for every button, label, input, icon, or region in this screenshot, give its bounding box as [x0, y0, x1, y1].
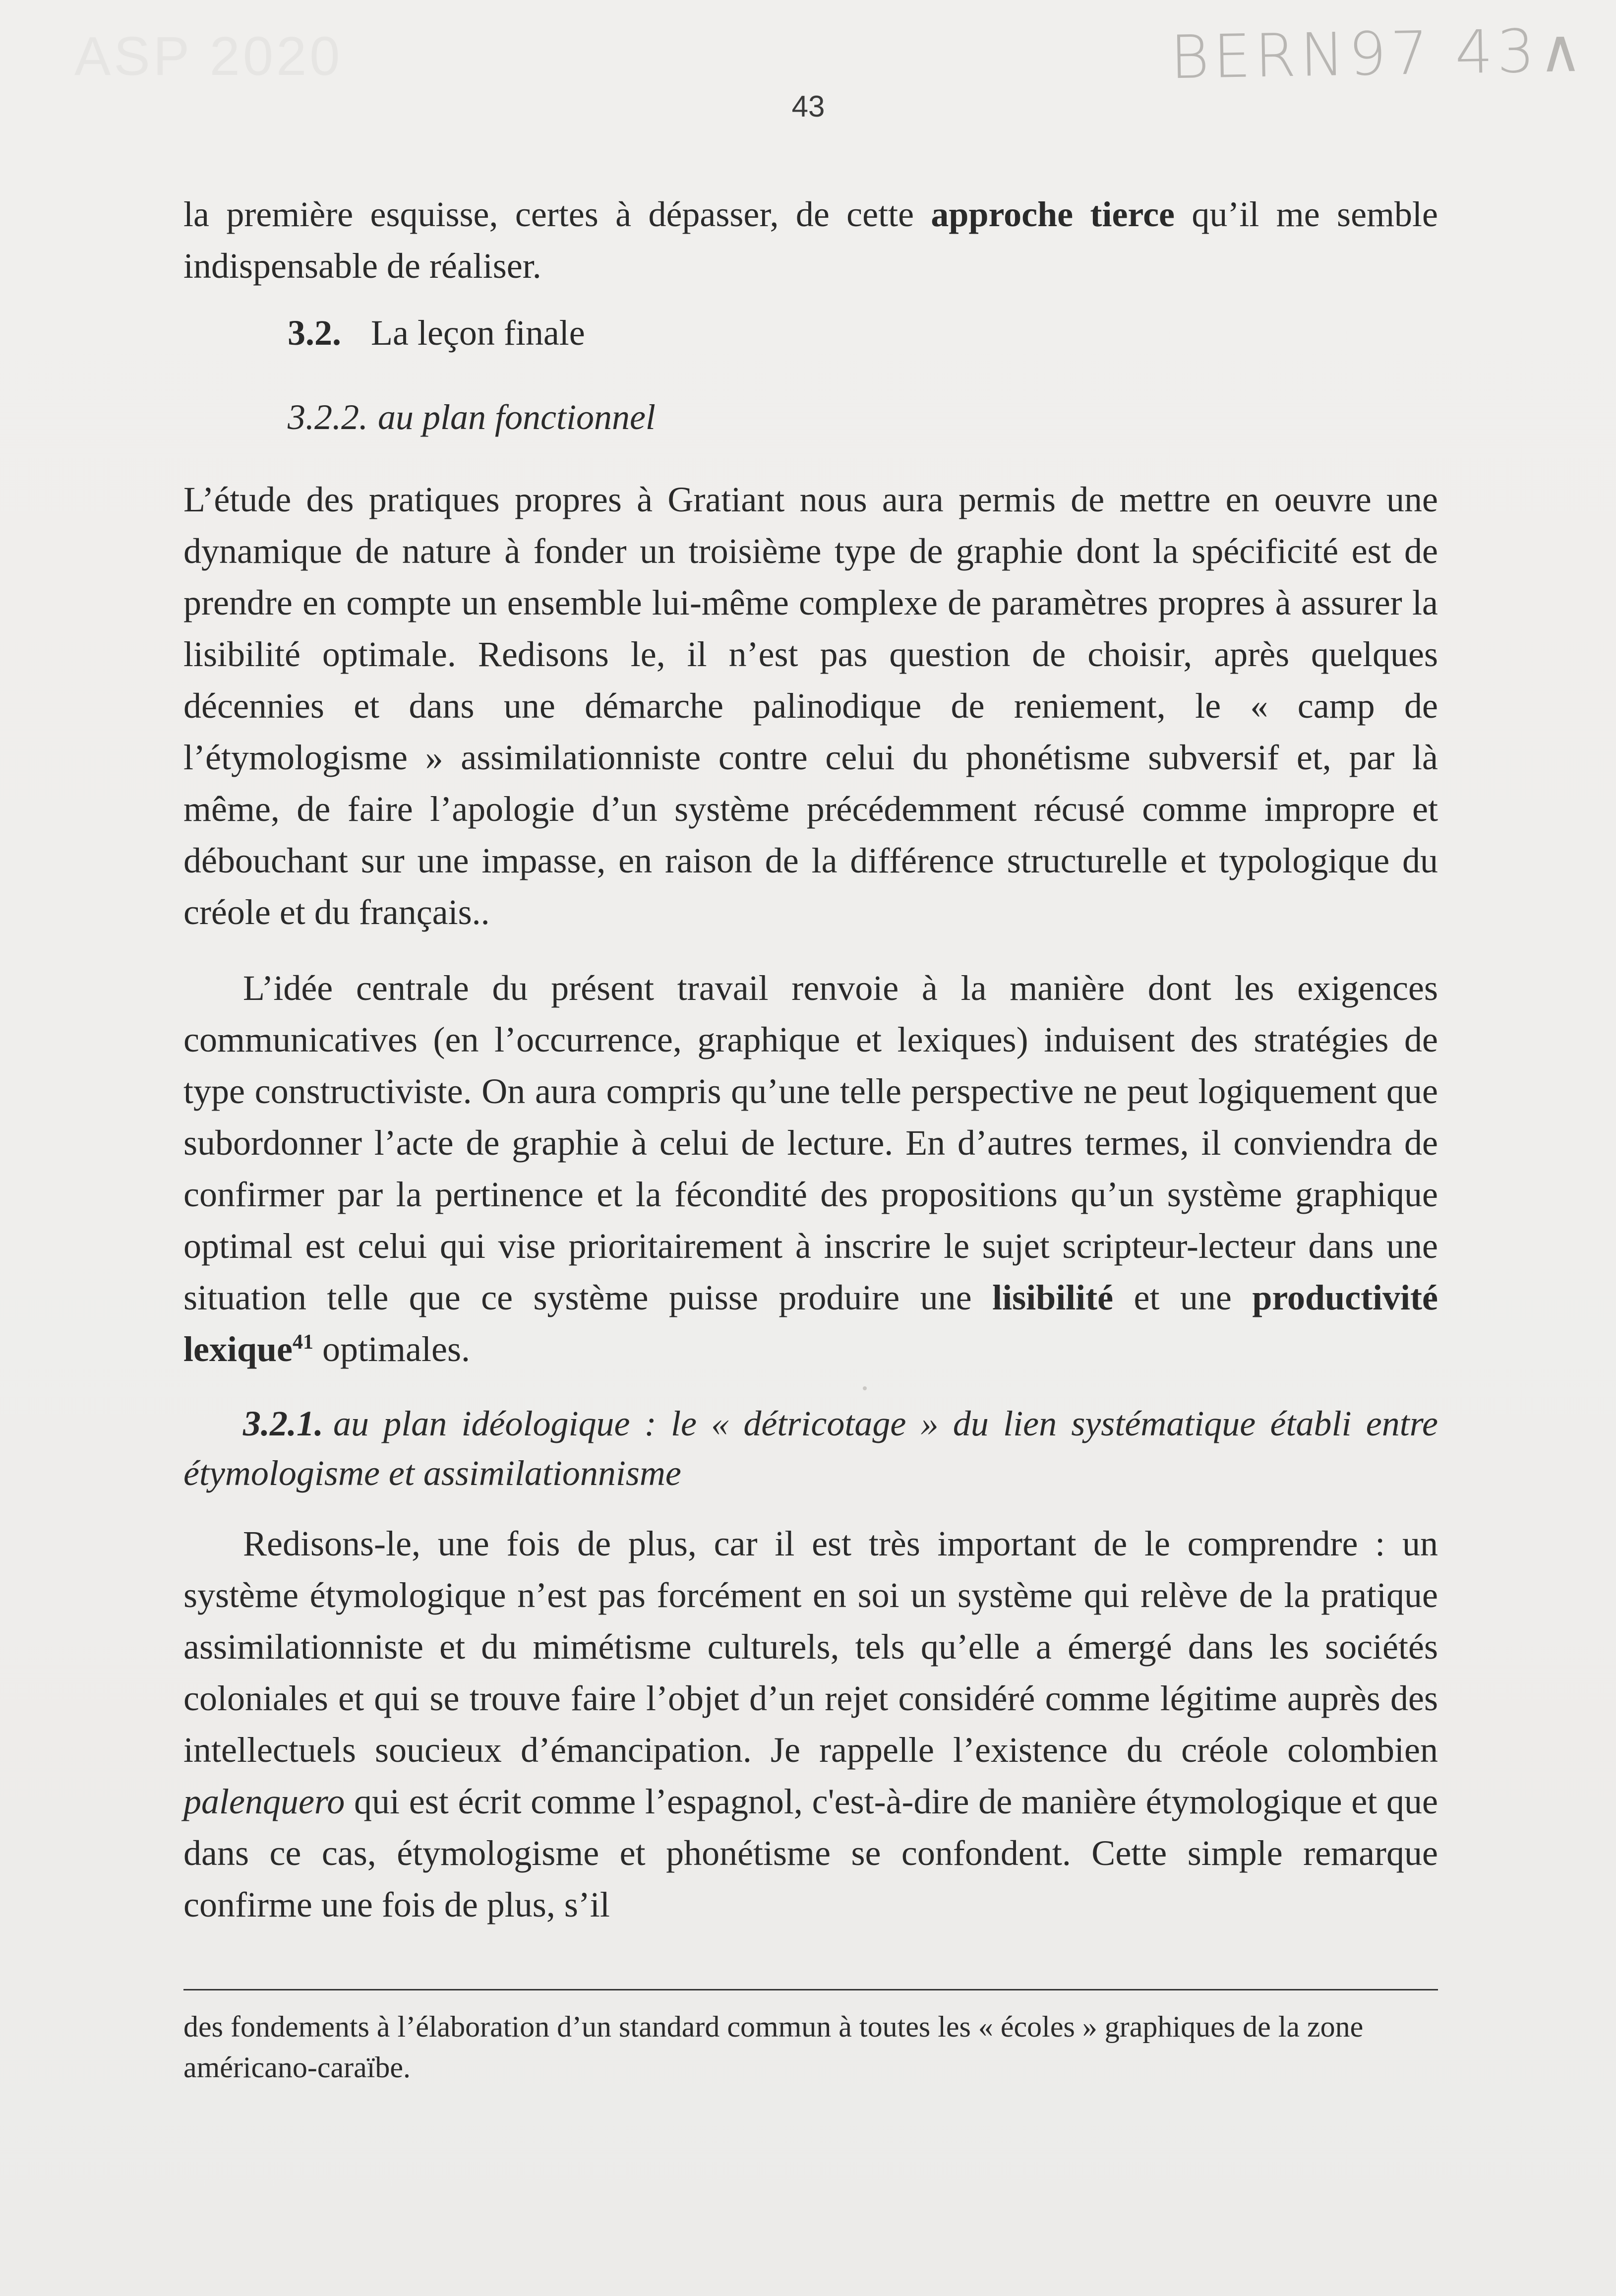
footnote-divider: [183, 1989, 1438, 1990]
paragraph-1-text-after: qu’il me semble indispensable de réaliser.: [183, 194, 1438, 286]
paragraph-4-text-before: Redisons-le, une fois de plus, car il est très important de le comprendre : un système étymologique n’est pas forcément en soi un système qui relève de la pratique assimilationniste et du mimétisme culturels, tels qu’elle a émergé dans les sociétés coloniales et qui se trouve faire l’objet d’un rejet considéré comme légitime auprès des intellectuels soucieux d’émancipation. Je rappelle l’existence du créole colombien: [183, 1524, 1438, 1770]
paragraph-1-bold: approche tierce: [931, 194, 1175, 234]
section-heading-3-2-1: [183, 1399, 1438, 1498]
paragraph-4-italic-palenquero: palenquero: [183, 1782, 345, 1821]
paragraph-3-text-middle: et une: [1113, 1278, 1253, 1317]
faded-stamp-text: ASP 2020: [74, 26, 343, 87]
paragraph-4: [183, 1518, 1438, 1930]
section-heading-3-2: [288, 312, 585, 354]
section-3-2-1-number: 3.2.1.: [243, 1404, 323, 1443]
section-3-2-2-title: au plan fonctionnel: [378, 397, 656, 437]
paragraph-2: L’étude des pratiques propres à Gratiant nous aura permis de mettre en oeuvre une dynamique de nature à fonder un troisième type de graphie dont la spécificité est de prendre en compte un ensemble lui-même complexe de paramètres propres à assurer la lisibilité optimale. Redisons le, il n’est pas question de choisir, après quelques décennies et dans une démarche palinodique de reniement, le « camp de l’étymologisme » assimilationniste contre celui du phonétisme subversif et, par là même, de faire l’apologie d’un système précédemment récusé comme impropre et débouchant sur une impasse, en raison de la différence structurelle et typologique du créole et du français..: [183, 480, 1438, 932]
paragraph-3-bold-lisibilite: lisibilité: [992, 1278, 1114, 1317]
section-3-2-number: 3.2.: [288, 313, 341, 353]
page-number: 43: [791, 90, 825, 123]
stray-dot-mark: [863, 1386, 867, 1390]
paragraph-3-text-before: L’idée centrale du présent travail renvoie à la manière dont les exigences communicatives (en l’occurrence, graphique et lexiques) induisent des stratégies de type constructiviste. On aura compris qu’une telle perspective ne peut logiquement que subordonner l’acte de graphie à celui de lecture. En d’autres termes, il conviendra de confirmer par la pertinence et la fécondité des propositions qu’un système graphique optimal est celui qui vise prioritairement à inscrire le sujet scripteur-lecteur dans une situation telle que ce système puisse produire une: [183, 968, 1438, 1317]
paragraph-4-text-after: qui est écrit comme l’espagnol, c'est-à-dire de manière étymologique et que dans ce cas, étymologisme et phonétisme se confondent. Cette simple remarque confirme une fois de plus, s’il: [183, 1782, 1438, 1924]
paragraph-3-text-after: optimales.: [313, 1329, 470, 1369]
section-3-2-title: La leçon finale: [371, 313, 585, 353]
section-heading-3-2-2: [288, 397, 656, 438]
paragraph-1-text-before: la première esquisse, certes à dépasser, de cette: [183, 194, 931, 234]
paragraph-3: [183, 962, 1438, 1375]
handwritten-archive-reference: BERN97 43∧: [1169, 16, 1587, 93]
paragraph-1: [183, 188, 1438, 292]
section-3-2-2-number: 3.2.2.: [288, 397, 368, 437]
footnote-text: des fondements à l’élaboration d’un standard commun à toutes les « écoles » graphiques de la zone américano-caraïbe.: [183, 2010, 1364, 2084]
section-3-2-1-title: au plan idéologique : le « détricotage » du lien systématique établi entre étymologisme et assimilationnisme: [183, 1404, 1438, 1493]
paragraph-3-bold-productivite: productivité lexique: [183, 1278, 1438, 1369]
footnote-reference[interactable]: 41: [293, 1331, 314, 1354]
